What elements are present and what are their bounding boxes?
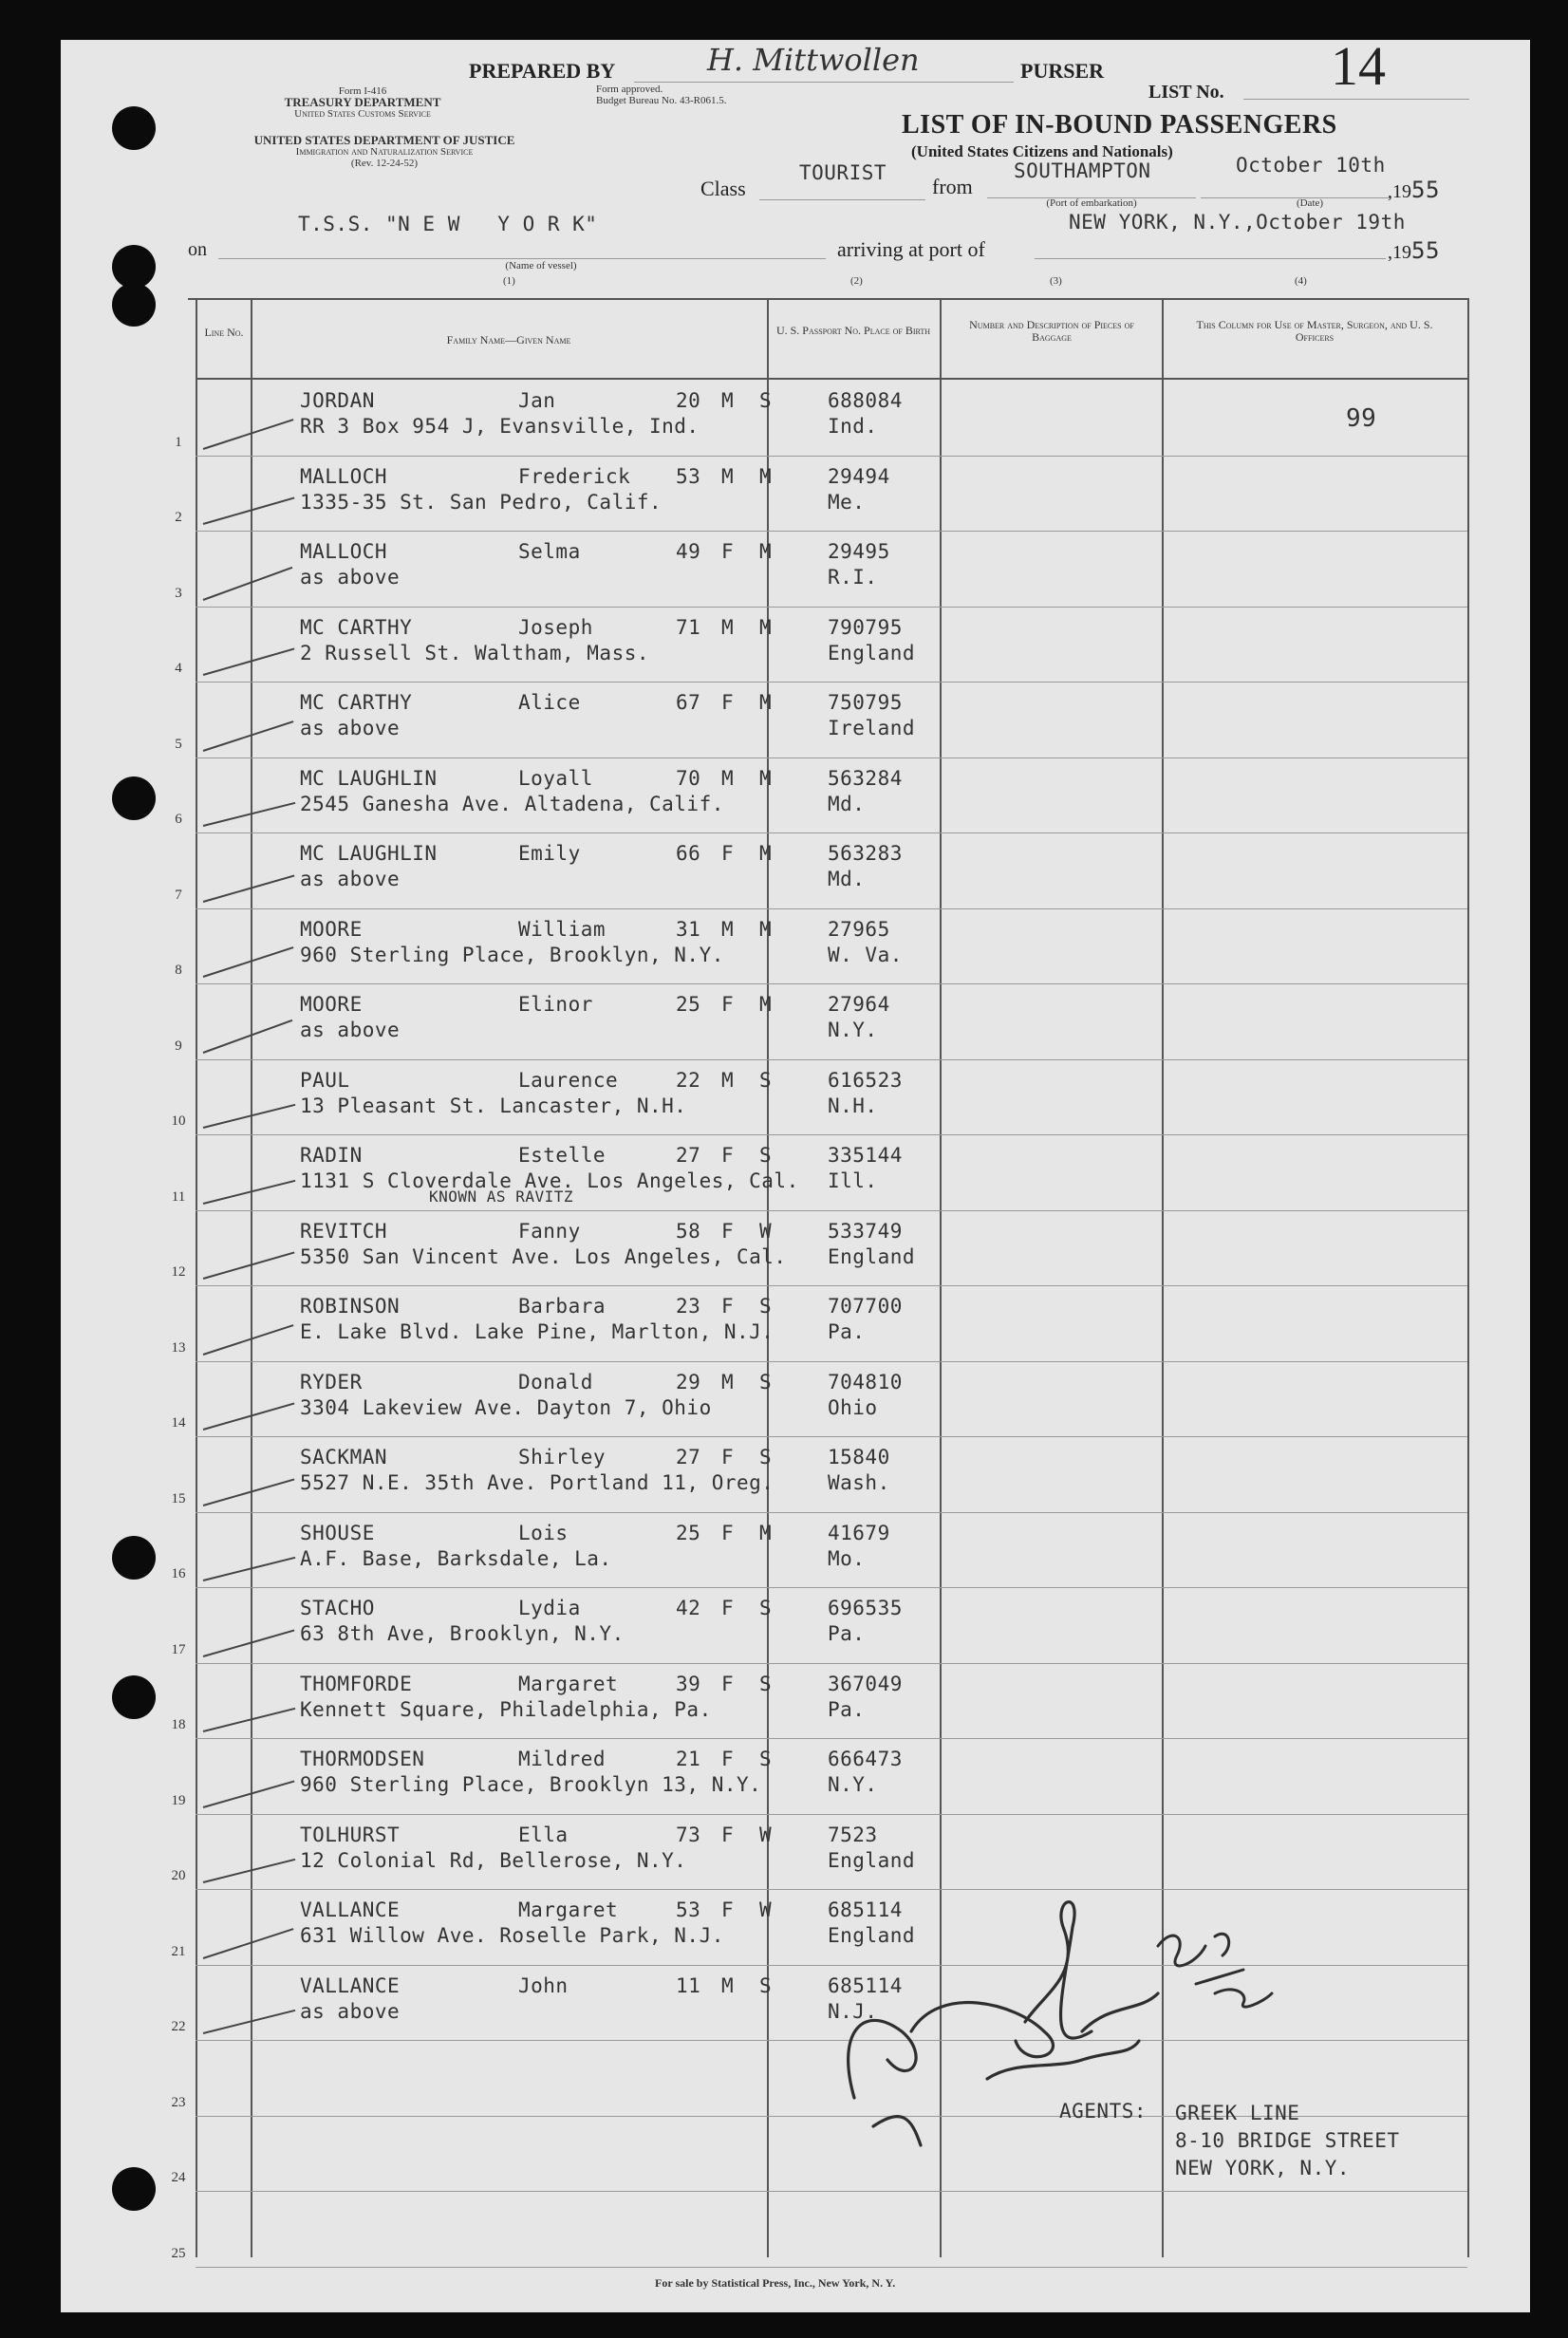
place-of-birth: Ireland	[828, 717, 916, 739]
line-number: 6	[175, 812, 182, 827]
passport-number: 41679	[828, 1521, 890, 1544]
line-number: 20	[171, 1868, 186, 1883]
embark-port-caption: (Port of embarkation)	[1046, 197, 1137, 209]
passenger-given-name: Frederick	[518, 464, 631, 488]
passenger-age: 66	[676, 842, 701, 865]
passenger-family-name: TOLHURST	[300, 1823, 401, 1846]
passenger-address: 1335-35 St. San Pedro, Calif.	[300, 490, 663, 514]
passenger-family-name: SHOUSE	[300, 1521, 375, 1544]
line-number: 24	[171, 2170, 186, 2185]
row-divider	[196, 531, 1467, 532]
passenger-address: as above	[300, 1019, 401, 1041]
passenger-given-name: Joseph	[518, 615, 593, 639]
class-label: Class	[700, 177, 746, 200]
passenger-sex: F	[721, 1597, 735, 1619]
agents-label: AGENTS:	[1059, 2100, 1148, 2123]
approval-info: Form approved. Budget Bureau No. 43-R061.5.	[596, 84, 727, 106]
passenger-given-name: Mildred	[518, 1748, 607, 1770]
passenger-family-name: PAUL	[300, 1068, 350, 1092]
passenger-address: as above	[300, 717, 401, 739]
passenger-address: 631 Willow Ave. Roselle Park, N.J.	[300, 1924, 724, 1947]
col-header-name: Family Name—Given Name	[446, 333, 571, 346]
line-number: 9	[175, 1038, 182, 1054]
passport-number: 335144	[828, 1144, 903, 1167]
list-no-label: LIST No.	[1148, 82, 1224, 103]
passenger-family-name: MALLOCH	[300, 540, 388, 563]
passenger-address: A.F. Base, Barksdale, La.	[300, 1546, 612, 1570]
binder-hole	[112, 1536, 156, 1580]
row-divider	[196, 2191, 1467, 2192]
passenger-sex: F	[721, 1823, 735, 1846]
passenger-given-name: William	[518, 917, 607, 941]
row-divider	[196, 983, 1467, 984]
passenger-address: 13 Pleasant St. Lancaster, N.H.	[300, 1094, 687, 1117]
passenger-family-name: JORDAN	[300, 389, 375, 412]
passenger-sex: F	[721, 1672, 735, 1695]
passenger-given-name: Ella	[518, 1823, 569, 1846]
line-number: 21	[171, 1943, 186, 1959]
passenger-marital-status: S	[759, 1597, 773, 1619]
passenger-age: 25	[676, 1521, 701, 1544]
passenger-marital-status: M	[759, 464, 773, 488]
passenger-age: 49	[676, 540, 701, 563]
passenger-family-name: THORMODSEN	[300, 1748, 425, 1770]
passenger-address: 5350 San Vincent Ave. Los Angeles, Cal.	[300, 1244, 787, 1268]
passenger-given-name: Selma	[518, 540, 581, 563]
passenger-age: 42	[676, 1597, 701, 1619]
passenger-sex: F	[721, 993, 735, 1016]
passenger-family-name: RYDER	[300, 1370, 363, 1393]
line-number: 17	[171, 1641, 186, 1657]
place-of-birth: Me.	[828, 490, 866, 514]
passport-number: 685114	[828, 1898, 903, 1921]
passport-number: 790795	[828, 615, 903, 639]
place-of-birth: Mo.	[828, 1546, 866, 1570]
passenger-sex: M	[721, 917, 735, 941]
passenger-family-name: MOORE	[300, 917, 363, 941]
line-number: 5	[175, 736, 182, 752]
passenger-sex: F	[721, 540, 735, 563]
passenger-address: 960 Sterling Place, Brooklyn 13, N.Y.	[300, 1773, 762, 1796]
passenger-address: 5527 N.E. 35th Ave. Portland 11, Oreg.	[300, 1471, 775, 1494]
passenger-age: 20	[676, 389, 701, 412]
passenger-family-name: ROBINSON	[300, 1295, 401, 1318]
passenger-age: 70	[676, 766, 701, 790]
passenger-sex: F	[721, 1144, 735, 1167]
passenger-age: 27	[676, 1144, 701, 1167]
passenger-given-name: Lydia	[518, 1597, 581, 1619]
line-number: 16	[171, 1566, 186, 1581]
place-of-birth: Ill.	[828, 1169, 878, 1192]
arrival-port-date: NEW YORK, N.Y.,October 19th	[1069, 211, 1406, 234]
row-divider	[196, 1361, 1467, 1362]
document-subtitle: (United States Citizens and Nationals)	[911, 142, 1173, 160]
passenger-address: 1131 S Cloverdale Ave. Los Angeles, Cal.	[300, 1169, 799, 1192]
row-divider	[196, 2267, 1467, 2268]
arriving-label: arriving at port of	[837, 237, 985, 261]
passenger-sex: F	[721, 691, 735, 714]
line-number: 12	[171, 1264, 186, 1280]
form-info: Form I-416 TREASURY DEPARTMENT United States Customs Service	[284, 85, 441, 120]
place-of-birth: Wash.	[828, 1471, 890, 1494]
place-of-birth: N.J.	[828, 1999, 878, 2023]
prepared-by-label: PREPARED BY	[469, 59, 616, 83]
passenger-address: 63 8th Ave, Brooklyn, N.Y.	[300, 1622, 625, 1645]
place-of-birth: N.Y.	[828, 1773, 878, 1796]
passenger-sex: M	[721, 766, 735, 790]
passport-number: 533749	[828, 1219, 903, 1243]
passenger-family-name: VALLANCE	[300, 1973, 401, 1997]
passenger-given-name: Shirley	[518, 1446, 607, 1468]
passenger-given-name: Barbara	[518, 1295, 607, 1318]
binder-hole	[112, 776, 156, 820]
passport-number: 563284	[828, 766, 903, 790]
passport-number: 29495	[828, 540, 890, 563]
col-marker-2: (2)	[850, 275, 863, 287]
line-number: 10	[171, 1113, 186, 1129]
row-divider	[196, 908, 1467, 909]
row-divider	[196, 1134, 1467, 1135]
col-header-officers: This Column for Use of Master, Surgeon, and U. S. Officers	[1196, 318, 1433, 344]
row-divider	[196, 1738, 1467, 1739]
passport-number: 27965	[828, 917, 890, 941]
passenger-age: 22	[676, 1068, 701, 1092]
passport-number: 696535	[828, 1597, 903, 1619]
agency-info: UNITED STATES DEPARTMENT OF JUSTICE Immigration and Naturalization Service (Rev. 12-24-52)	[253, 133, 515, 169]
passenger-sex: M	[721, 464, 735, 488]
passenger-family-name: STACHO	[300, 1597, 375, 1619]
line-number: 4	[175, 661, 182, 676]
passport-number: 616523	[828, 1068, 903, 1092]
binder-hole	[112, 2167, 156, 2211]
passenger-marital-status: M	[759, 540, 773, 563]
passenger-address: E. Lake Blvd. Lake Pine, Marlton, N.J.	[300, 1320, 775, 1343]
row-divider	[196, 456, 1467, 457]
passenger-sex: F	[721, 842, 735, 865]
passport-number: 704810	[828, 1370, 903, 1393]
line-number: 8	[175, 963, 182, 978]
place-of-birth: England	[828, 1244, 916, 1268]
binder-hole	[112, 1675, 156, 1719]
place-of-birth: Pa.	[828, 1697, 866, 1721]
passenger-age: 53	[676, 464, 701, 488]
place-of-birth: England	[828, 1924, 916, 1947]
row-divider	[196, 607, 1467, 608]
passenger-marital-status: M	[759, 993, 773, 1016]
passenger-given-name: Alice	[518, 691, 581, 714]
passenger-marital-status: S	[759, 1748, 773, 1770]
prepared-by-name: H. Mittwollen	[707, 42, 920, 78]
passenger-marital-status: S	[759, 1446, 773, 1468]
row-divider	[196, 1587, 1467, 1588]
row-divider	[196, 1814, 1467, 1815]
line-number: 1	[175, 434, 182, 450]
line-number: 25	[171, 2245, 186, 2261]
col-marker-3: (3)	[1050, 275, 1062, 287]
embark-date: October 10th	[1236, 154, 1386, 177]
col-header-baggage: Number and Description of Pieces of Baggage	[969, 318, 1134, 344]
passport-number: 27964	[828, 993, 890, 1016]
row-divider	[196, 1512, 1467, 1513]
passenger-family-name: MC LAUGHLIN	[300, 842, 438, 865]
passport-number: 685114	[828, 1973, 903, 1997]
passenger-age: 25	[676, 993, 701, 1016]
footer-publisher: For sale by Statistical Press, Inc., New York, N. Y.	[655, 2276, 896, 2290]
line-number: 23	[171, 2094, 186, 2110]
passenger-sex: M	[721, 1370, 735, 1393]
passenger-marital-status: S	[759, 1973, 773, 1997]
passenger-address: as above	[300, 1999, 401, 2023]
col-header-passport: U. S. Passport No. Place of Birth	[775, 324, 931, 337]
passenger-given-name: Margaret	[518, 1672, 619, 1695]
officer-mark: 99	[1346, 404, 1377, 433]
passenger-given-name: Estelle	[518, 1144, 607, 1167]
place-of-birth: Ind.	[828, 415, 878, 438]
alias-note: KNOWN AS RAVITZ	[429, 1188, 573, 1206]
place-of-birth: R.I.	[828, 566, 878, 589]
passenger-given-name: Lois	[518, 1521, 569, 1544]
passenger-marital-status: M	[759, 766, 773, 790]
place-of-birth: Md.	[828, 868, 866, 890]
col-marker-4: (4)	[1295, 275, 1307, 287]
place-of-birth: W. Va.	[828, 943, 903, 966]
purser-label: PURSER	[1020, 59, 1105, 83]
passenger-marital-status: S	[759, 1295, 773, 1318]
passenger-sex: F	[721, 1521, 735, 1544]
passenger-address: as above	[300, 868, 401, 890]
passenger-sex: M	[721, 1068, 735, 1092]
passenger-marital-status: M	[759, 691, 773, 714]
passport-number: 29494	[828, 464, 890, 488]
passenger-given-name: Loyall	[518, 766, 593, 790]
passport-number: 7523	[828, 1823, 878, 1846]
row-divider	[196, 682, 1467, 683]
passenger-family-name: SACKMAN	[300, 1446, 388, 1468]
place-of-birth: N.H.	[828, 1094, 878, 1117]
passenger-marital-status: W	[759, 1219, 773, 1243]
passenger-marital-status: M	[759, 615, 773, 639]
passenger-sex: F	[721, 1446, 735, 1468]
place-of-birth: Pa.	[828, 1622, 866, 1645]
passenger-age: 53	[676, 1898, 701, 1921]
passenger-given-name: Jan	[518, 389, 556, 412]
passenger-address: 960 Sterling Place, Brooklyn, N.Y.	[300, 943, 724, 966]
row-divider	[196, 1436, 1467, 1437]
passenger-family-name: MC CARTHY	[300, 691, 413, 714]
passenger-given-name: John	[518, 1973, 569, 1997]
passenger-marital-status: S	[759, 1672, 773, 1695]
passport-number: 707700	[828, 1295, 903, 1318]
passenger-marital-status: M	[759, 842, 773, 865]
passenger-given-name: Donald	[518, 1370, 593, 1393]
arrival-year: ,1955	[1388, 237, 1440, 264]
line-number: 11	[171, 1188, 186, 1205]
col-marker-1: (1)	[503, 275, 515, 287]
place-of-birth: Ohio	[828, 1395, 878, 1419]
passenger-sex: M	[721, 1973, 735, 1997]
passenger-given-name: Laurence	[518, 1068, 619, 1092]
line-number: 18	[171, 1717, 186, 1732]
place-of-birth: England	[828, 1848, 916, 1872]
passenger-family-name: RADIN	[300, 1144, 363, 1167]
passport-number: 563283	[828, 842, 903, 865]
passenger-age: 31	[676, 917, 701, 941]
passenger-marital-status: W	[759, 1898, 773, 1921]
embark-port: SOUTHAMPTON	[1014, 159, 1151, 182]
passport-number: 750795	[828, 691, 903, 714]
line-number: 7	[175, 887, 182, 903]
line-number: 13	[171, 1339, 186, 1356]
passenger-age: 21	[676, 1748, 701, 1770]
passenger-marital-status: S	[759, 1144, 773, 1167]
passport-number: 666473	[828, 1748, 903, 1770]
row-divider	[196, 1059, 1467, 1060]
passenger-family-name: MC LAUGHLIN	[300, 766, 438, 790]
passenger-address: Kennett Square, Philadelphia, Pa.	[300, 1697, 712, 1721]
binder-hole	[112, 106, 156, 150]
line-number: 14	[171, 1415, 186, 1431]
passenger-address: RR 3 Box 954 J, Evansville, Ind.	[300, 415, 700, 438]
passenger-age: 67	[676, 691, 701, 714]
passenger-given-name: Elinor	[518, 993, 593, 1016]
passenger-age: 73	[676, 1823, 701, 1846]
place-of-birth: Md.	[828, 792, 866, 815]
passenger-age: 29	[676, 1370, 701, 1393]
line-number: 15	[171, 1490, 186, 1506]
vessel-name: T.S.S. "N E W Y O R K"	[298, 213, 598, 235]
embark-date-caption: (Date)	[1296, 197, 1324, 209]
passenger-sex: M	[721, 389, 735, 412]
passenger-sex: F	[721, 1219, 735, 1243]
passenger-marital-status: S	[759, 1068, 773, 1092]
from-label: from	[932, 175, 973, 198]
list-number: 14	[1331, 35, 1386, 97]
passenger-marital-status: S	[759, 1370, 773, 1393]
passenger-marital-status: M	[759, 1521, 773, 1544]
passenger-marital-status: M	[759, 917, 773, 941]
line-number: 3	[175, 585, 182, 601]
passenger-age: 23	[676, 1295, 701, 1318]
passenger-age: 27	[676, 1446, 701, 1468]
passenger-address: 12 Colonial Rd, Bellerose, N.Y.	[300, 1848, 687, 1872]
passenger-family-name: MC CARTHY	[300, 615, 413, 639]
passenger-sex: F	[721, 1748, 735, 1770]
passenger-address: 2 Russell St. Waltham, Mass.	[300, 641, 650, 664]
passport-number: 688084	[828, 389, 903, 412]
passport-number: 367049	[828, 1672, 903, 1695]
passenger-family-name: MOORE	[300, 993, 363, 1016]
passenger-family-name: MALLOCH	[300, 464, 388, 488]
passenger-age: 71	[676, 615, 701, 639]
class-value: TOURIST	[799, 161, 887, 184]
place-of-birth: N.Y.	[828, 1019, 878, 1041]
row-divider	[196, 1210, 1467, 1211]
passenger-age: 11	[676, 1973, 701, 1997]
passenger-address: 3304 Lakeview Ave. Dayton 7, Ohio	[300, 1395, 712, 1419]
document-title: LIST OF IN-BOUND PASSENGERS	[902, 110, 1337, 140]
row-divider	[196, 832, 1467, 833]
passenger-sex: M	[721, 615, 735, 639]
passenger-age: 39	[676, 1672, 701, 1695]
row-divider	[196, 1285, 1467, 1286]
place-of-birth: England	[828, 641, 916, 664]
line-number: 22	[171, 2019, 186, 2034]
passenger-given-name: Fanny	[518, 1219, 581, 1243]
passenger-family-name: VALLANCE	[300, 1898, 401, 1921]
place-of-birth: Pa.	[828, 1320, 866, 1343]
passenger-given-name: Margaret	[518, 1898, 619, 1921]
passenger-marital-status: W	[759, 1823, 773, 1846]
passenger-address: 2545 Ganesha Ave. Altadena, Calif.	[300, 792, 724, 815]
passenger-sex: F	[721, 1295, 735, 1318]
passenger-given-name: Emily	[518, 842, 581, 865]
on-label: on	[188, 239, 207, 260]
vessel-caption: (Name of vessel)	[505, 260, 577, 271]
passenger-family-name: REVITCH	[300, 1219, 388, 1243]
passenger-age: 58	[676, 1219, 701, 1243]
line-number: 2	[175, 510, 182, 525]
col-header-line-no: Line No.	[204, 326, 244, 339]
passenger-marital-status: S	[759, 389, 773, 412]
passenger-sex: F	[721, 1898, 735, 1921]
row-divider	[196, 1663, 1467, 1664]
passenger-address: as above	[300, 566, 401, 589]
agents-address: GREEK LINE 8-10 BRIDGE STREET NEW YORK, N.Y.	[1175, 2102, 1400, 2179]
binder-hole	[112, 283, 156, 327]
handwritten-signature	[797, 1889, 1291, 2164]
embark-year: ,1955	[1388, 177, 1440, 203]
passenger-family-name: THOMFORDE	[300, 1672, 413, 1695]
passport-number: 15840	[828, 1446, 890, 1468]
line-number: 19	[171, 1792, 186, 1808]
